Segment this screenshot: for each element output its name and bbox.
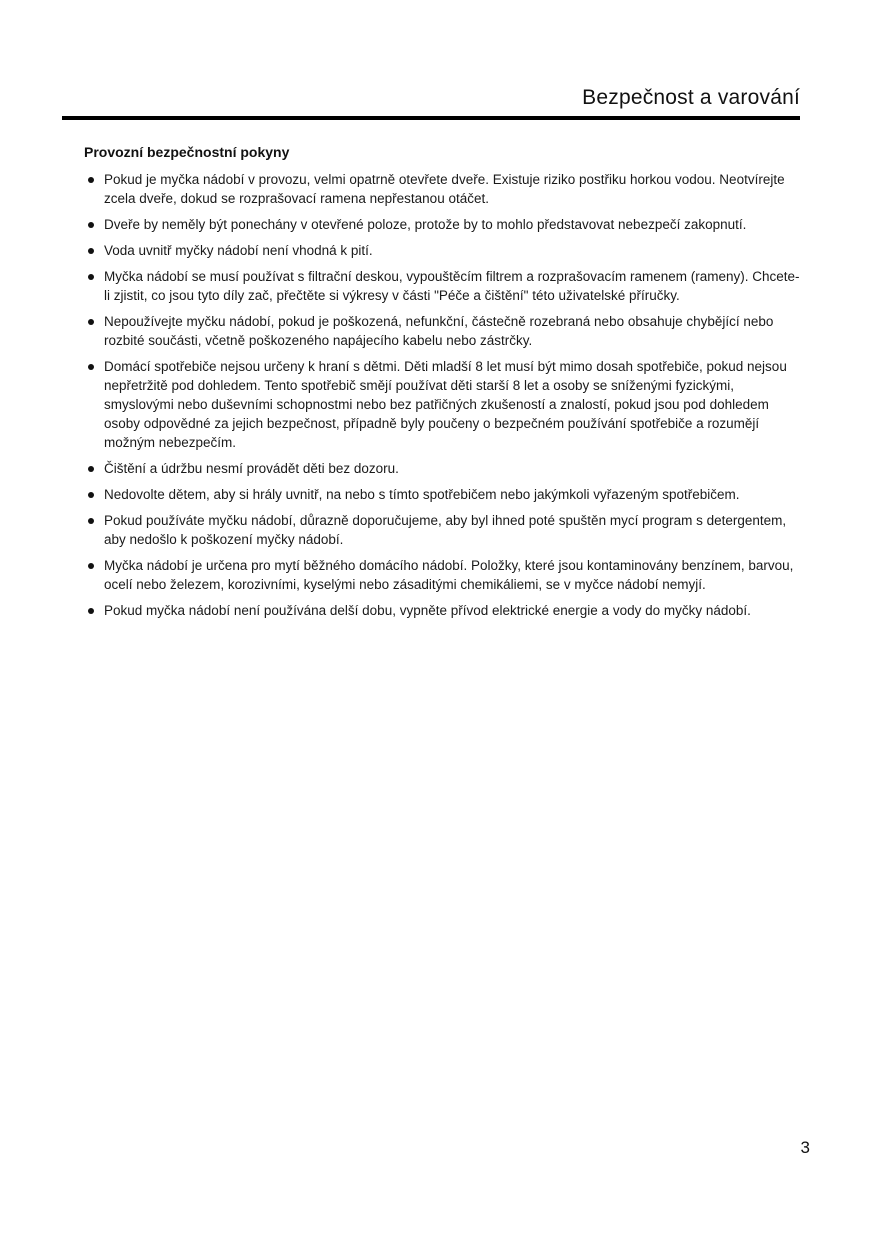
bullet-text: Pokud myčka nádobí není používána delší dobu, vypněte přívod elektrické energie a vody do myčky nádobí. [104,603,751,618]
bullet-icon [88,518,94,524]
bullet-icon [88,222,94,228]
list-item [84,241,800,260]
list-item [84,312,800,350]
bullet-icon [88,466,94,472]
list-item [84,459,800,478]
list-item [84,601,800,620]
bullet-icon [88,274,94,280]
bullet-icon [88,248,94,254]
bullet-icon [88,319,94,325]
page-footer [801,1138,810,1158]
bullet-text: Voda uvnitř myčky nádobí není vhodná k pití. [104,243,373,258]
list-item [84,267,800,305]
bullet-icon [88,563,94,569]
bullet-text: Dveře by neměly být ponechány v otevřené poloze, protože by to mohlo představovat nebezpečí zakopnutí. [104,217,747,232]
bullet-icon [88,364,94,370]
list-item [84,511,800,549]
page-title: Bezpečnost a varování [582,86,800,109]
bullet-text: Myčka nádobí se musí používat s filtrační deskou, vypouštěcím filtrem a rozprašovacím ramenem (rameny). Chcete-li zjistit, co jsou tyto díly zač, přečtěte si výkresy v části "Péče a čištění" této uživatelské příručky. [104,269,800,303]
bullet-icon [88,608,94,614]
bullet-text: Pokud je myčka nádobí v provozu, velmi opatrně otevřete dveře. Existuje riziko postřiku horkou vodou. Neotvírejte zcela dveře, dokud se rozprašovací ramena nepřestanou otáčet. [104,172,785,206]
section-heading: Provozní bezpečnostní pokyny [84,144,290,160]
page-header [62,86,800,120]
header-rule [62,116,800,120]
list-item [84,485,800,504]
bullet-text: Myčka nádobí je určena pro mytí běžného domácího nádobí. Položky, které jsou kontaminovány benzínem, barvou, ocelí nebo železem, korozivními, kyselými nebo zásaditými chemikáliemi, se v myčce nádobí nemyjí. [104,558,794,592]
bullet-icon [88,492,94,498]
bullet-text: Pokud používáte myčku nádobí, důrazně doporučujeme, aby byl ihned poté spuštěn mycí program s detergentem, aby nedošlo k poškození myčky nádobí. [104,513,787,547]
page-number: 3 [800,1138,810,1157]
bullet-text: Domácí spotřebiče nejsou určeny k hraní s dětmi. Děti mladší 8 let musí být mimo dosah spotřebiče, pokud nejsou nepřetržitě pod dohledem. Tento spotřebič smějí používat děti starší 8 let a osoby se sníženými fyzickými, smyslovými nebo duševními schopnostmi nebo bez patřičných zkušeností a znalostí, pokud jsou pod dohledem osoby odpovědné za jejich bezpečnost, případně byly poučeny o bezpečném používání spotřebiče a rozumějí možným nebezpečím. [104,359,787,450]
list-item [84,215,800,234]
list-item [84,556,800,594]
bullet-text: Nedovolte dětem, aby si hrály uvnitř, na nebo s tímto spotřebičem nebo jakýmkoli vyřazeným spotřebičem. [104,487,740,502]
page-content [62,144,800,620]
list-item [84,170,800,208]
safety-bullet-list [84,170,800,620]
bullet-icon [88,177,94,183]
list-item [84,357,800,452]
bullet-text: Čištění a údržbu nesmí provádět děti bez dozoru. [104,461,399,476]
bullet-text: Nepoužívejte myčku nádobí, pokud je poškozená, nefunkční, částečně rozebraná nebo obsahuje chybějící nebo rozbité součásti, včetně poškozeného napájecího kabelu nebo zástrčky. [104,314,774,348]
